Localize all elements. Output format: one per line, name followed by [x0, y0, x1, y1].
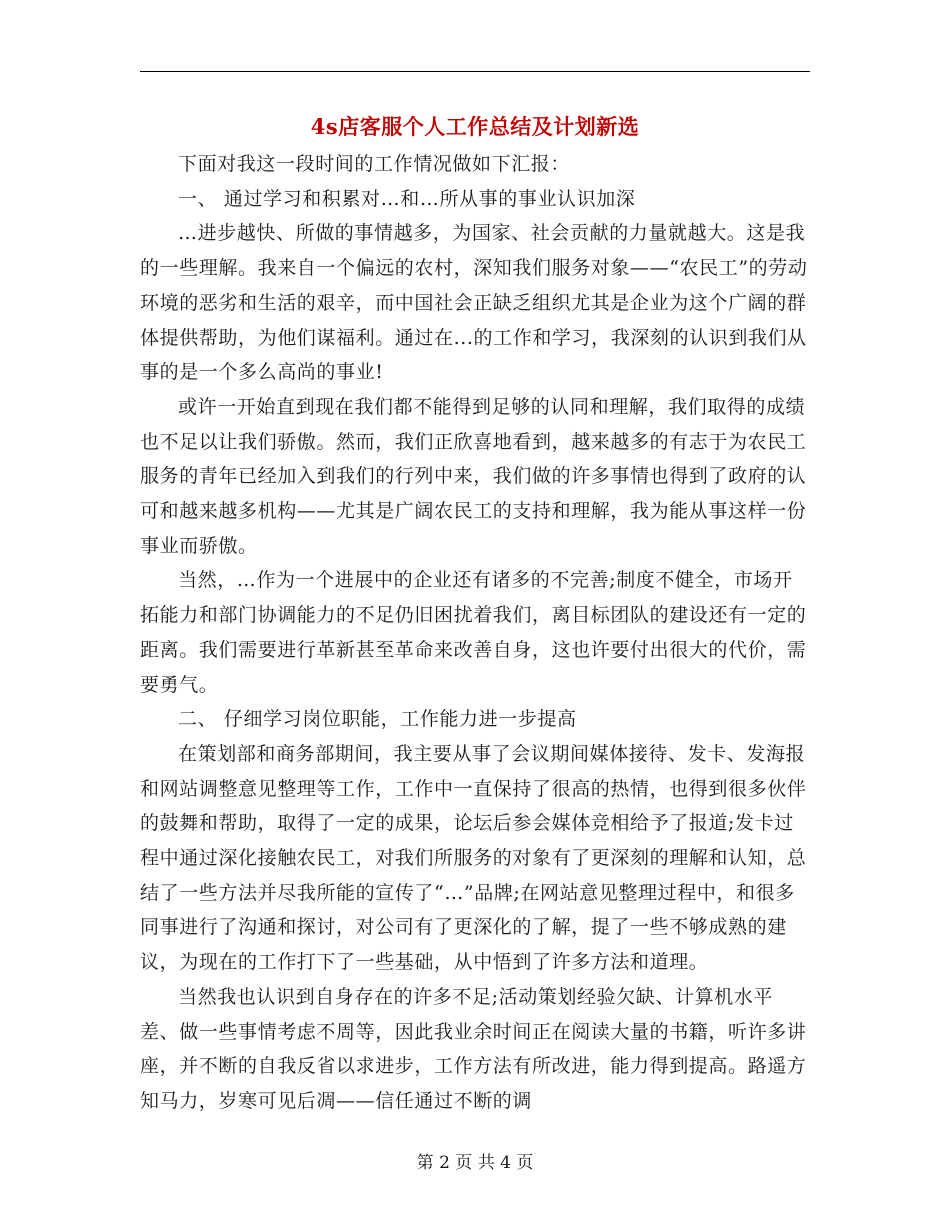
page-footer	[0, 1150, 950, 1176]
header-rule	[140, 71, 810, 72]
document-body	[140, 147, 812, 1119]
paragraph: 当然，…作为一个进展中的企业还有诸多的不完善;制度不健全，市场开拓能力和部门协调能力的不足仍旧困扰着我们，离目标团队的建设还有一定的距离。我们需要进行革新甚至革命来改善自身，这也许要付出很大的代价，需要勇气。	[140, 569, 807, 696]
document-title: 4s店客服个人工作总结及计划新选	[310, 114, 640, 139]
section-heading-2: 二、 仔细学习岗位职能，工作能力进一步提高	[178, 708, 577, 731]
paragraph: 在策划部和商务部期间，我主要从事了会议期间媒体接待、发卡、发海报和网站调整意见整理等工作，工作中一直保持了很高的热情，也得到很多伙伴的鼓舞和帮助，取得了一定的成果，论坛后参会媒体竞相给予了报道;发卡过程中通过深化接触农民工，对我们所服务的对象有了更深刻的理解和认知，总结了一些方法并尽我所能的宣传了“…”品牌;在网站意见整理过程中，和很多同事进行了沟通和探讨，对公司有了更深化的了解，提了一些不够成熟的建议，为现在的工作打下了一些基础，从中悟到了许多方法和道理。	[140, 742, 807, 974]
paragraph-intro: 下面对我这一段时间的工作情况做如下汇报：	[178, 153, 571, 175]
paragraph: 或许一开始直到现在我们都不能得到足够的认同和理解，我们取得的成绩也不足以让我们骄傲。然而，我们正欣喜地看到，越来越多的有志于为农民工服务的青年已经加入到我们的行列中来，我们做的许多事情也得到了政府的认可和越来越多机构——尤其是广阔农民工的支持和理解，我为能从事这样一份事业而骄傲。	[140, 395, 807, 557]
page-number-label: 第 2 页 共 4 页	[416, 1153, 534, 1173]
paragraph: 当然我也认识到自身存在的许多不足;活动策划经验欠缺、计算机水平差、做一些事情考虑不周等，因此我业余时间正在阅读大量的书籍，听许多讲座，并不断的自我反省以求进步，工作方法有所改进，能力得到提高。路遥方知马力，岁寒可见后凋——信任通过不断的调	[140, 985, 807, 1112]
section-heading-1: 一、 通过学习和积累对…和…所从事的事业认识加深	[178, 187, 636, 210]
paragraph: …进步越快、所做的事情越多，为国家、社会贡献的力量就越大。这是我的一些理解。我来自一个偏远的农村，深知我们服务对象——“农民工”的劳动环境的恶劣和生活的艰辛，而中国社会正缺乏组织尤其是企业为这个广阔的群体提供帮助，为他们谋福利。通过在...的工作和学习，我深刻的认识到我们从事的是一个多么高尚的事业!	[140, 222, 808, 384]
